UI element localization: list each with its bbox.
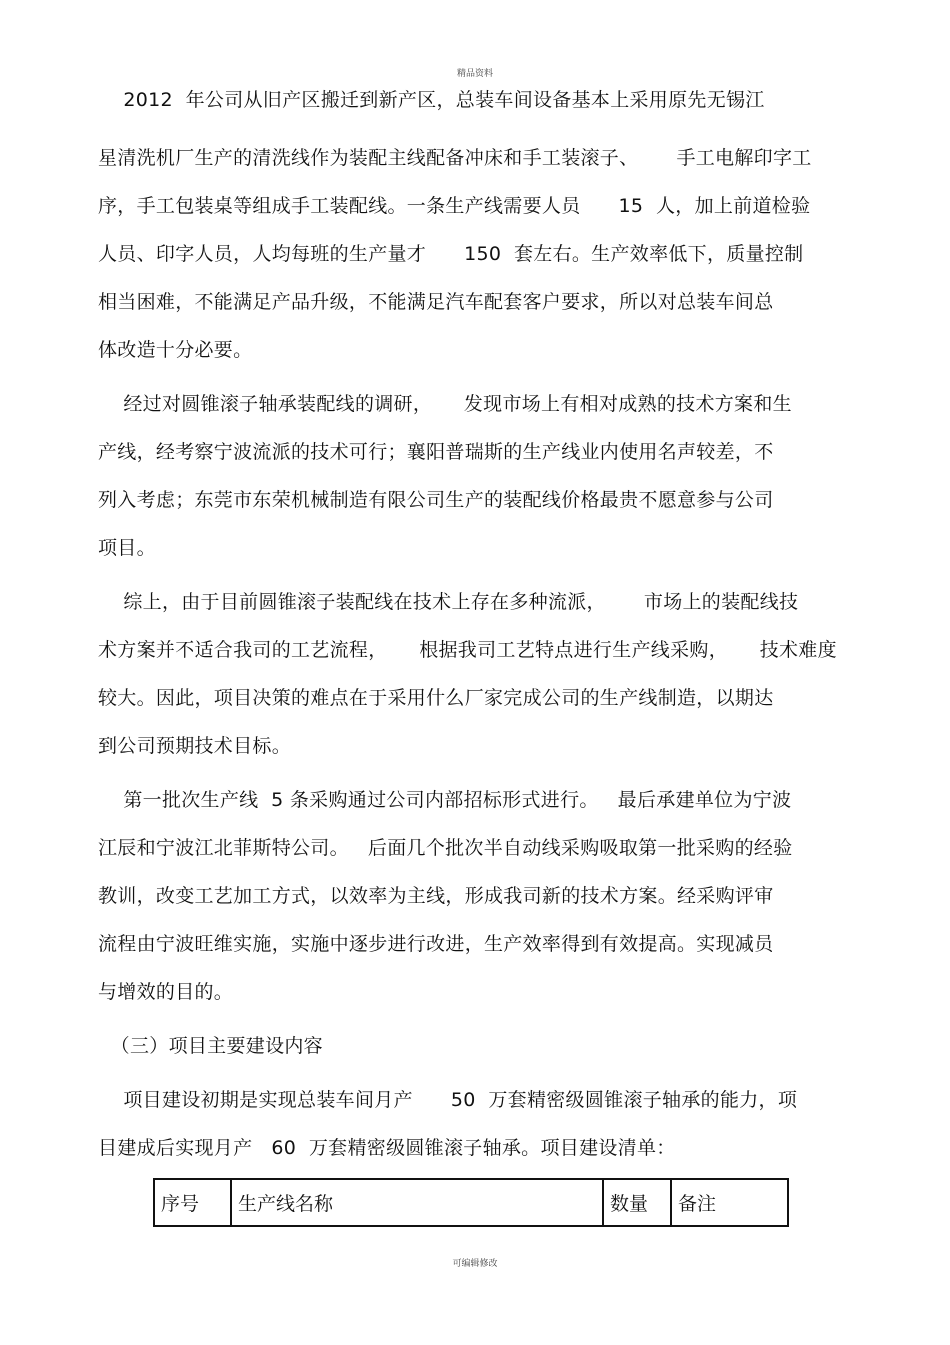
table-header-row	[154, 1179, 788, 1226]
text-line: 流程由宁波旺维实施，实施中逐步进行改进，生产效率得到有效提高。实现减员	[98, 933, 774, 955]
text-line: 项目。	[98, 537, 156, 559]
text-line: 到公司预期技术目标。	[98, 735, 292, 757]
section-heading: （三）项目主要建设内容	[98, 1035, 323, 1057]
text-line: 人员、印字人员，人均每班的生产量才 150 套左右。生产效率低下，质量控制	[98, 243, 804, 265]
text-line: 经过对圆锥滚子轴承装配线的调研， 发现市场上有相对成熟的技术方案和生	[98, 393, 792, 415]
text-line: 项目建设初期是实现总装车间月产 50 万套精密级圆锥滚子轴承的能力，项	[98, 1089, 798, 1111]
text-line: 星清洗机厂生产的清洗线作为装配主线配备冲床和手工装滚子、 手工电解印字工	[98, 147, 812, 169]
page-header: 精品资料	[456, 69, 493, 79]
table-header-cell: 生产线名称	[231, 1179, 603, 1226]
text-line: 第一批次生产线 5 条采购通过公司内部招标形式进行。 最后承建单位为宁波	[98, 789, 792, 811]
text-line: 序，手工包装桌等组成手工装配线。一条生产线需要人员 15 人，加上前道检验	[98, 195, 811, 217]
text-line: 较大。因此，项目决策的难点在于采用什么厂家完成公司的生产线制造，以期达	[98, 687, 774, 709]
text-line: 产线，经考察宁波流派的技术可行；襄阳普瑞斯的生产线业内使用名声较差，不	[98, 441, 774, 463]
table-header-cell: 序号	[154, 1179, 231, 1226]
text-line: 2012 年公司从旧产区搬迁到新产区，总装车间设备基本上采用原先无锡江	[98, 89, 765, 111]
table-header-cell: 备注	[671, 1179, 788, 1226]
build-list-table	[153, 1178, 789, 1227]
text-line: 相当困难，不能满足产品升级，不能满足汽车配套客户要求，所以对总装车间总	[98, 291, 774, 313]
page-footer: 可编辑修改	[452, 1259, 498, 1269]
text-line: 列入考虑；东莞市东荣机械制造有限公司生产的装配线价格最贵不愿意参与公司	[98, 489, 774, 511]
table-header-cell: 数量	[603, 1179, 671, 1226]
text-line: 术方案并不适合我司的工艺流程， 根据我司工艺特点进行生产线采购， 技术难度	[98, 639, 837, 661]
text-line: 与增效的目的。	[98, 981, 234, 1003]
text-line: 体改造十分必要。	[98, 339, 253, 361]
text-line: 江辰和宁波江北菲斯特公司。 后面几个批次半自动线采购吸取第一批采购的经验	[98, 837, 793, 859]
text-line: 教训，改变工艺加工方式，以效率为主线，形成我司新的技术方案。经采购评审	[98, 885, 774, 907]
text-line: 综上，由于目前圆锥滚子装配线在技术上存在多种流派， 市场上的装配线技	[98, 591, 799, 613]
text-line: 目建成后实现月产 60 万套精密级圆锥滚子轴承。项目建设清单：	[98, 1137, 676, 1159]
